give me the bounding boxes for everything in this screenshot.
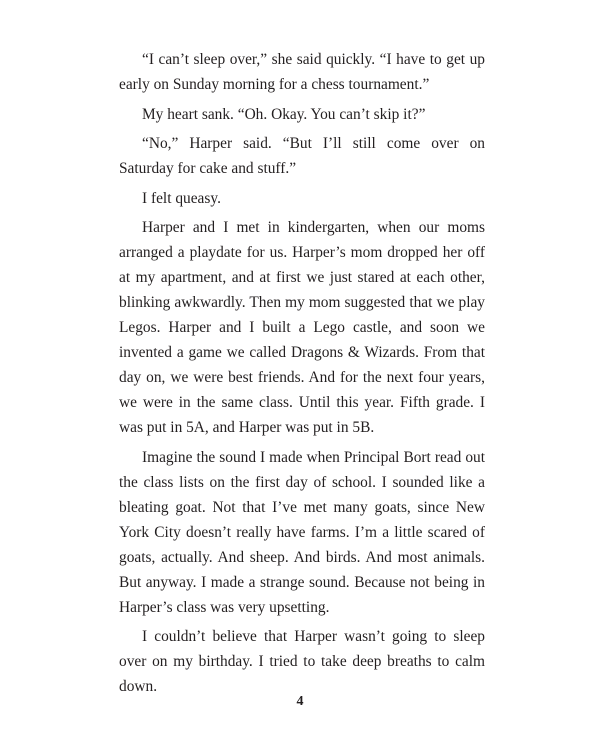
paragraph-1: “I can’t sleep over,” she said quickly. “I have to get up early on Sunday morning for a chess tournament.” bbox=[119, 51, 485, 93]
paragraph-7: I couldn’t believe that Harper wasn’t going to sleep over on my birthday. I tried to take deep breaths to calm down. bbox=[119, 628, 485, 695]
paragraph-2: My heart sank. “Oh. Okay. You can’t skip it?” bbox=[142, 105, 426, 123]
paragraph-4: I felt queasy. bbox=[142, 189, 221, 207]
paragraph-5: Harper and I met in kindergarten, when our moms arranged a playdate for us. Harper’s mom dropped her off at my apartment, and at first we just stared at each other, blinking awkwardly. Then my mom suggested that we play Legos. Harper and I built a Lego castle, and soon we invented a game we called Dragons & Wizards. From that day on, we were best friends. And for the next four years, we were in the same class. Until this year. Fifth grade. I was put in 5A, and Harper was put in 5B. bbox=[119, 219, 485, 436]
body-text bbox=[119, 47, 485, 704]
paragraph-3: “No,” Harper said. “But I’ll still come over on Saturday for cake and stuff.” bbox=[119, 135, 485, 177]
paragraph-6: Imagine the sound I made when Principal Bort read out the class lists on the first day of school. I sounded like a bleating goat. Not that I’ve met many goats, since New York City doesn’t really have farms. I’m a little scared of goats, actually. And sheep. And birds. And most animals. But anyway. I made a strange sound. Because not being in Harper’s class was very upsetting. bbox=[119, 448, 485, 616]
page-number: 4 bbox=[296, 694, 304, 709]
